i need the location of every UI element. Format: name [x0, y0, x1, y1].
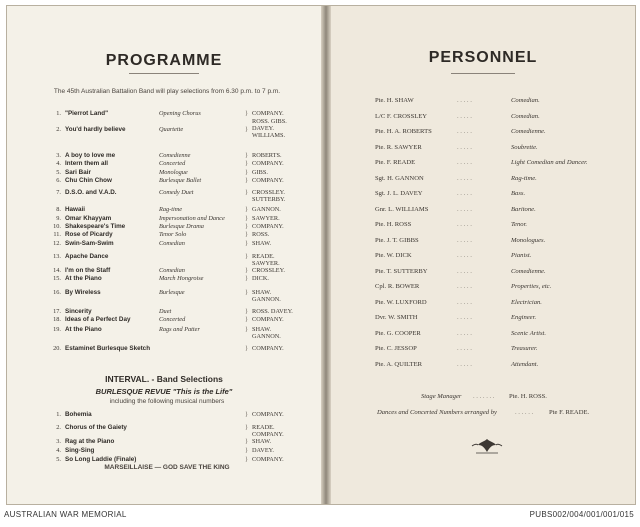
brace-mark: }: [245, 169, 249, 176]
programme-item: [7, 275, 321, 283]
stage-manager-label: Stage Manager: [421, 393, 462, 400]
personnel-row: [331, 265, 635, 279]
item-title: Apache Dance: [65, 253, 109, 260]
item-number: 6.: [56, 177, 61, 184]
item-title: At the Piano: [65, 275, 102, 282]
item-number: 8.: [56, 206, 61, 213]
brace-mark: }: [245, 177, 249, 184]
person-role: Scenic Artist.: [511, 329, 547, 337]
page-fold: [321, 6, 331, 504]
personnel-row: [331, 187, 635, 201]
item-number: 14.: [53, 267, 61, 274]
person-role: Monologues.: [511, 236, 546, 244]
brace-mark: }: [245, 424, 249, 431]
item-description: Opening Chorus: [159, 110, 201, 117]
item-performers: DAVEY.: [252, 447, 274, 454]
leader-dots: . . . . .: [457, 236, 472, 244]
dances-label: Dances and Concerted Numbers arranged by: [377, 409, 497, 416]
item-number: 9.: [56, 215, 61, 222]
programme-page: [7, 6, 321, 504]
item-description: Quartette: [159, 126, 184, 133]
item-title: So Long Laddie (Finale): [65, 456, 137, 463]
item-number: 5.: [56, 456, 61, 463]
item-description: Rags and Patter: [159, 326, 200, 333]
item-description: March Hongroise: [159, 275, 204, 282]
programme-item: [7, 177, 321, 185]
item-performers: COMPANY.: [252, 110, 284, 117]
programme-item: [7, 308, 321, 316]
leader-dots: . . . . .: [457, 112, 472, 120]
revue-item: [7, 447, 321, 455]
item-performers: SHAW. GANNON.: [252, 326, 281, 340]
item-number: 1.: [56, 110, 61, 117]
programme-item: [7, 118, 321, 139]
brace-mark: }: [245, 308, 249, 315]
personnel-row: [331, 203, 635, 217]
closing-line: MARSEILLAISE — GOD SAVE THE KING: [104, 464, 230, 471]
programme-item: [7, 345, 321, 353]
leader-dots: . . . . .: [457, 360, 472, 368]
item-number: 4.: [56, 447, 61, 454]
person-role: Comedian.: [511, 112, 540, 120]
leader-dots: . . . . .: [457, 97, 472, 104]
person-name: Cpl. R. BOWER: [375, 283, 420, 290]
item-number: 7.: [56, 189, 61, 196]
leader-dots: . . . . .: [457, 298, 472, 306]
programme-item: [7, 223, 321, 231]
item-performers: COMPANY.: [252, 411, 284, 418]
item-number: 1.: [56, 411, 61, 418]
brace-mark: }: [245, 253, 249, 260]
item-number: 11.: [53, 231, 61, 238]
item-performers: COMPANY.: [252, 456, 284, 463]
personnel-row: [331, 125, 635, 139]
item-number: 3.: [56, 152, 61, 159]
item-title: By Wireless: [65, 289, 101, 296]
programme-item: [7, 240, 321, 248]
item-description: Impersonation and Dance: [159, 215, 225, 222]
item-number: 2.: [56, 126, 61, 133]
title-rule: [129, 73, 199, 74]
personnel-row: [331, 218, 635, 232]
item-number: 19.: [53, 326, 61, 333]
item-performers: SHAW. GANNON.: [252, 289, 281, 303]
brace-mark: }: [245, 345, 249, 352]
item-number: 10.: [53, 223, 61, 230]
personnel-row: [331, 342, 635, 356]
person-name: Sgt. H. GANNON: [375, 174, 424, 182]
item-performers: ROSS.: [252, 231, 270, 238]
brace-mark: }: [245, 215, 249, 222]
personnel-row: [331, 110, 635, 124]
programme-item: [7, 267, 321, 275]
brace-mark: }: [245, 126, 249, 133]
revue-item: [7, 411, 321, 419]
person-role: Attendant.: [511, 360, 539, 368]
person-role: Comedian.: [511, 97, 540, 104]
item-description: Burlesque Drama: [159, 223, 204, 230]
person-name: Pte. W. LUXFORD: [375, 298, 427, 306]
person-name: Pte. H. SHAW: [375, 97, 414, 104]
item-performers: SHAW.: [252, 240, 272, 247]
programme-item: [7, 110, 321, 118]
item-performers: ROBERTS.: [252, 152, 282, 159]
item-description: Concerted: [159, 160, 186, 167]
scanned-document: [6, 5, 636, 505]
revue-item: [7, 456, 321, 464]
item-title: A boy to love me: [65, 152, 116, 159]
personnel-row: [331, 234, 635, 248]
programme-item: [7, 326, 321, 340]
item-description: Comedienne: [159, 152, 191, 159]
brace-mark: }: [245, 267, 249, 274]
item-title: Rose of Picardy: [65, 231, 113, 238]
brace-mark: }: [245, 240, 249, 247]
person-role: Light Comedian and Dancer.: [511, 159, 588, 166]
programme-item: [7, 215, 321, 223]
item-number: 5.: [56, 169, 61, 176]
item-description: Burlesque Ballet: [159, 177, 202, 184]
item-title: D.S.O. and V.A.D.: [65, 189, 117, 196]
item-description: Comedian: [159, 240, 185, 247]
person-name: Pte. F. READE: [375, 159, 416, 166]
personnel-row: [331, 94, 635, 108]
person-name: Sgt. J. L. DAVEY: [375, 190, 423, 197]
item-title: Estaminet Burlesque Sketch: [65, 345, 151, 352]
programme-item: [7, 152, 321, 160]
item-performers: SHAW.: [252, 438, 272, 445]
leader-dots: . . . . . .: [515, 409, 534, 416]
person-role: Soubrette.: [511, 143, 538, 151]
person-name: Gnr. L. WILLIAMS: [375, 205, 429, 213]
personnel-page: [331, 6, 635, 504]
programme-item: [7, 289, 321, 303]
brace-mark: }: [245, 231, 249, 238]
item-title: Hawaii: [65, 206, 85, 213]
leader-dots: . . . . .: [457, 128, 472, 135]
person-role: Comedienne.: [511, 267, 546, 275]
person-name: Dvr. W. SMITH: [375, 314, 418, 321]
item-title: "Pierrot Land": [65, 110, 109, 117]
item-title: Bohemia: [65, 411, 92, 418]
item-title: I'm on the Staff: [65, 267, 111, 274]
leader-dots: . . . . .: [457, 283, 472, 290]
personnel-row: [331, 249, 635, 263]
programme-item: [7, 169, 321, 177]
item-description: Comedy Duet: [159, 189, 194, 196]
person-role: Engineer.: [511, 314, 537, 321]
personnel-row: [331, 156, 635, 170]
person-name: Pte. C. JESSOP: [375, 345, 417, 352]
item-title: Chorus of the Gaiety: [65, 424, 127, 431]
item-title: Swin-Sam-Swim: [65, 240, 114, 247]
person-role: Tenor.: [511, 221, 528, 228]
footer-reference: PUBS002/004/001/001/015: [529, 510, 634, 519]
person-name: Pte. T. SUTTERBY: [375, 267, 428, 275]
personnel-title: PERSONNEL: [428, 49, 538, 66]
item-performers: READE. COMPANY.: [252, 424, 284, 438]
person-role: Properties, etc.: [511, 283, 552, 290]
leader-dots: . . . . . . .: [473, 393, 495, 400]
brace-mark: }: [245, 326, 249, 333]
item-number: 16.: [53, 289, 61, 296]
item-number: 20.: [53, 345, 61, 352]
item-title: Chu Chin Chow: [65, 177, 112, 184]
item-performers: CROSSLEY.: [252, 267, 285, 274]
item-description: Concerted: [159, 316, 186, 323]
person-role: Pianist.: [511, 252, 532, 259]
brace-mark: }: [245, 110, 249, 117]
brace-mark: }: [245, 447, 249, 454]
item-performers: GANNON.: [252, 206, 281, 213]
programme-item: [7, 231, 321, 239]
leader-dots: . . . . .: [457, 345, 472, 352]
person-role: Bass.: [511, 190, 526, 197]
person-name: Pte. J. T. GIBBS: [375, 236, 419, 244]
personnel-row: [331, 327, 635, 341]
programme-item: [7, 189, 321, 203]
item-title: Intern them all: [65, 160, 109, 167]
ornament-icon: [470, 438, 504, 454]
item-performers: SAWYER.: [252, 215, 280, 222]
item-title: You'd hardly believe: [65, 126, 126, 133]
item-performers: COMPANY.: [252, 316, 284, 323]
item-number: 3.: [56, 438, 61, 445]
brace-mark: }: [245, 152, 249, 159]
brace-mark: }: [245, 456, 249, 463]
revue-subheading: including the following musical numbers: [109, 398, 225, 405]
person-name: Pte. H. ROSS: [375, 221, 412, 228]
item-number: 4.: [56, 160, 61, 167]
item-performers: ROSS. DAVEY.: [252, 308, 293, 315]
interval-heading: INTERVAL. - Band Selections: [105, 374, 223, 384]
programme-item: [7, 206, 321, 214]
brace-mark: }: [245, 316, 249, 323]
brace-mark: }: [245, 289, 249, 296]
person-role: Treasurer.: [511, 345, 538, 352]
item-title: Sari Bair: [65, 169, 91, 176]
item-description: Tenor Solo: [159, 231, 187, 238]
item-description: Rag-time: [159, 206, 183, 213]
personnel-row: [331, 311, 635, 325]
revue-heading: BURLESQUE REVUE "This is the Life": [95, 387, 233, 396]
personnel-row: [331, 358, 635, 372]
leader-dots: . . . . .: [457, 174, 472, 182]
person-name: Pte. H. A. ROBERTS: [375, 128, 432, 135]
brace-mark: }: [245, 206, 249, 213]
item-description: Duet: [159, 308, 172, 315]
dances-name: Pte F. READE.: [549, 409, 590, 416]
personnel-row: [331, 141, 635, 155]
leader-dots: . . . . .: [457, 267, 472, 275]
leader-dots: . . . . .: [457, 221, 472, 228]
personnel-row: [331, 280, 635, 294]
item-performers: COMPANY.: [252, 160, 284, 167]
dances-line: [331, 406, 635, 420]
leader-dots: . . . . .: [457, 314, 472, 321]
title-rule: [451, 73, 515, 74]
item-performers: GIBS.: [252, 169, 268, 176]
item-performers: COMPANY.: [252, 223, 284, 230]
item-title: Ideas of a Perfect Day: [65, 316, 131, 323]
personnel-row: [331, 296, 635, 310]
person-role: Electrician.: [511, 298, 542, 306]
item-performers: DICK.: [252, 275, 269, 282]
item-performers: COMPANY.: [252, 345, 284, 352]
programme-title: PROGRAMME: [105, 52, 223, 69]
leader-dots: . . . . .: [457, 159, 472, 166]
leader-dots: . . . . .: [457, 329, 472, 337]
leader-dots: . . . . .: [457, 143, 472, 151]
programme-item: [7, 316, 321, 324]
revue-item: [7, 424, 321, 438]
brace-mark: }: [245, 160, 249, 167]
footer-source: AUSTRALIAN WAR MEMORIAL: [4, 510, 127, 519]
brace-mark: }: [245, 275, 249, 282]
person-name: L/C F. CROSSLEY: [375, 112, 428, 120]
item-performers: READE. SAWYER.: [252, 253, 280, 267]
item-description: Monologue: [159, 169, 188, 176]
item-description: Comedian: [159, 267, 185, 274]
item-number: 2.: [56, 424, 61, 431]
personnel-row: [331, 172, 635, 186]
person-name: Pte. A. QUILTER: [375, 360, 423, 368]
programme-item: [7, 253, 321, 267]
item-performers: COMPANY.: [252, 177, 284, 184]
item-number: 15.: [53, 275, 61, 282]
item-title: Shakespeare's Time: [65, 223, 126, 230]
item-performers: ROSS. GIBS. DAVEY. WILLIAMS.: [252, 118, 287, 139]
stage-manager-line: [331, 390, 635, 404]
brace-mark: }: [245, 438, 249, 445]
brace-mark: }: [245, 411, 249, 418]
person-role: Baritone.: [511, 205, 536, 213]
item-number: 18.: [53, 316, 61, 323]
leader-dots: . . . . .: [457, 190, 472, 197]
person-role: Comedienne.: [511, 128, 546, 135]
item-number: 17.: [53, 308, 61, 315]
person-role: Rag-time.: [511, 174, 537, 182]
item-title: Rag at the Piano: [65, 438, 115, 445]
person-name: Pte. R. SAWYER: [375, 143, 422, 151]
leader-dots: . . . . .: [457, 252, 472, 259]
person-name: Pte. G. COOPER: [375, 329, 421, 337]
stage-manager-name: Pte. H. ROSS.: [509, 393, 547, 400]
item-description: Burlesque: [159, 289, 185, 296]
leader-dots: . . . . .: [457, 205, 472, 213]
item-number: 13.: [53, 253, 61, 260]
item-title: At the Piano: [65, 326, 102, 333]
item-title: Omar Khayyam: [65, 215, 112, 222]
item-performers: CROSSLEY. SUTTERBY.: [252, 189, 286, 203]
item-number: 12.: [53, 240, 61, 247]
band-note: The 45th Australian Battalion Band will play selections from 6.30 p.m. to 7 p.m.: [53, 88, 281, 95]
item-title: Sing-Sing: [65, 447, 95, 454]
person-name: Pte. W. DICK: [375, 252, 412, 259]
programme-item: [7, 160, 321, 168]
brace-mark: }: [245, 223, 249, 230]
brace-mark: }: [245, 189, 249, 196]
item-title: Sincerity: [65, 308, 92, 315]
revue-item: [7, 438, 321, 446]
